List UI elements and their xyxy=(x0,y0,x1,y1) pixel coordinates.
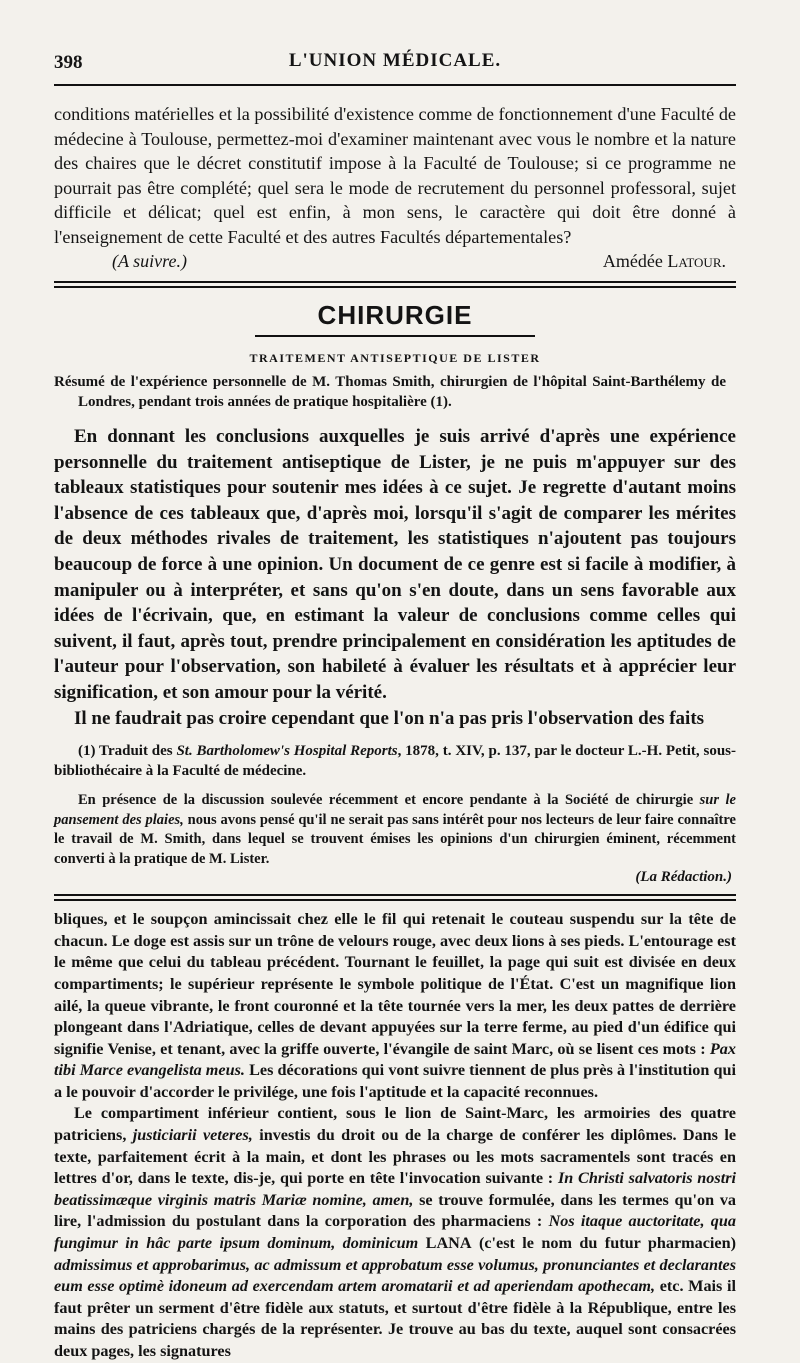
section-double-rule xyxy=(54,281,736,288)
page-number: 398 xyxy=(54,52,83,73)
header-rule xyxy=(54,84,736,86)
feuilleton-paragraph-1: bliques, et le soupçon amincissait chez elle le fil qui retenait le couteau suspendu sur la tête de chacun. Le doge est assis sur un trône de velours rouge, avec deux lions à ses pieds. L'entourage est le même que celui du tableau précédent. Tournant le feuillet, la page qui suit est divisée en deux compartiments; le supérieur représente le symbole politique de l'État. C'est un magnifique lion ailé, la queue vibrante, le front couronné et la tête tournée vers la mer, les deux pattes de derrière plongeant dans l'Adriatique, celles de devant appuyées sur la terre ferme, au pied d'un édifice qui signifie Venise, et tenant, avec la griffe ouverte, l'évangile de saint Marc, où se lisent ces mots : Pax tibi Marce evangelista meus. Les décorations qui vont suivre tiennent de plus près à l'institution qui a le pouvoir d'accorder le privilége, une fois l'aptitude et la capacité reconnues. xyxy=(54,910,737,1101)
article-resume: Résumé de l'expérience personnelle de M. Thomas Smith, chirurgien de l'hôpital Saint-Barthélemy de Londres, pendant trois années de pratique hospitalière (1). xyxy=(54,374,726,410)
article-paragraph-1: En donnant les conclusions auxquelles je suis arrivé d'après une expérience personnelle du traitement antiseptique de Lister, je ne puis m'appuyer sur des tableaux statistiques pour soutenir mes idées à ce sujet. Je regrette d'autant moins l'absence de ces tableaux que, d'après moi, lorsqu'il s'agit de comparer les mérites de deux méthodes rivales de traitement, les statistiques n'ajoutent pas toujours beaucoup de force à une opinion. Un document de ce genre est si facile à modifier, à manipuler ou à interpréter, et sans qu'on s'en doute, dans un sens favorable aux idées de l'écrivain, que, en estimant la valeur de conclusions comme celles qui suivent, il faut, après tout, prendre principalement en considération les aptitudes de l'auteur pour l'observation, son habileté à évaluer les résultats et à apprécier leur signification, et son amour pour la vérité. xyxy=(54,426,736,703)
article-paragraph-2: Il ne faudrait pas croire cependant que l'on n'a pas pris l'observation des faits xyxy=(74,707,705,729)
running-title: L'UNION MÉDICALE. xyxy=(288,50,502,71)
redaction-signature: (La Rédaction.) xyxy=(635,869,732,886)
page-header xyxy=(54,44,736,84)
author-signature: Amédée Latour. xyxy=(602,251,726,271)
feuilleton-double-rule xyxy=(54,894,736,901)
redaction-note: En présence de la discussion soulevée récemment et encore pendante à la Société de chirurgie sur le pansement des plaies, nous avons pensé qu'il ne serait pas sans intérêt pour nos lecteurs de leur faire connaître le travail de M. Smith, dans lequel se trouvent émises les opinions d'un chirurgien éminent, récemment converti à la pratique de M. Lister. xyxy=(54,792,736,867)
a-suivre: (A suivre.) xyxy=(112,251,187,271)
footnote: (1) Traduit des St. Bartholomew's Hospital Reports, 1878, t. XIV, p. 137, par le docteur L.-H. Petit, sous-bibliothécaire à la Faculté de médecine. xyxy=(54,743,736,780)
section-title: CHIRURGIE xyxy=(317,300,473,330)
feuilleton-paragraph-2: Le compartiment inférieur contient, sous le lion de Saint-Marc, les armoiries des quatre patriciens, justiciarii veteres, investis du droit ou de la charge de conférer les diplômes. Dans le texte, parfaitement écrit à la main, et dont les phrases ou les mots sacramentels sont tracés en lettres d'or, dans le texte, dis-je, qui porte en tête l'invocation suivante : In Christi salvatoris nostri beatissimæque virginis matris Mariæ nomine, amen, se trouve formulée, dans les termes qu'on va lire, l'admission du postulant dans la corporation des pharmaciens : Nos itaque auctoritate, qua fungimur in hâc parte ipsum dominum, dominicum LANA (c'est le nom du futur pharmacien) admissimus et approbarimus, ac admissum et approbatum esse volumus, pronunciantes et declarantes eum esse optimè idoneum ad exercendam artem aromatarii et ad aperiendam apothecam, etc. Mais il faut prêter un serment d'être fidèle aux statuts, et surtout d'être fidèle à la République, entre les mains des patriciens chargés de la représenter. Je trouve au bas du texte, auquel sont consacrées deux pages, les signatures xyxy=(54,1104,737,1360)
section-title-rule xyxy=(255,335,535,337)
continued-paragraph: conditions matérielles et la possibilité d'existence comme de fonctionnement d'une Faculté de médecine à Toulouse, permettez-moi d'examiner maintenant avec vous le nombre et la nature des chaires que le décret constitutif impose à la Faculté de Toulouse; si ce programme ne pourrait pas être complété; quel sera le mode de recrutement du personnel professoral, sujet difficile et délicat; quel est enfin, à mon sens, le caractère qui doit être donné à l'enseignement de cette Faculté et des autres Facultés départementales? xyxy=(54,104,736,247)
article-subtitle: TRAITEMENT ANTISEPTIQUE DE LISTER xyxy=(249,351,541,365)
continuation-line xyxy=(54,249,736,273)
